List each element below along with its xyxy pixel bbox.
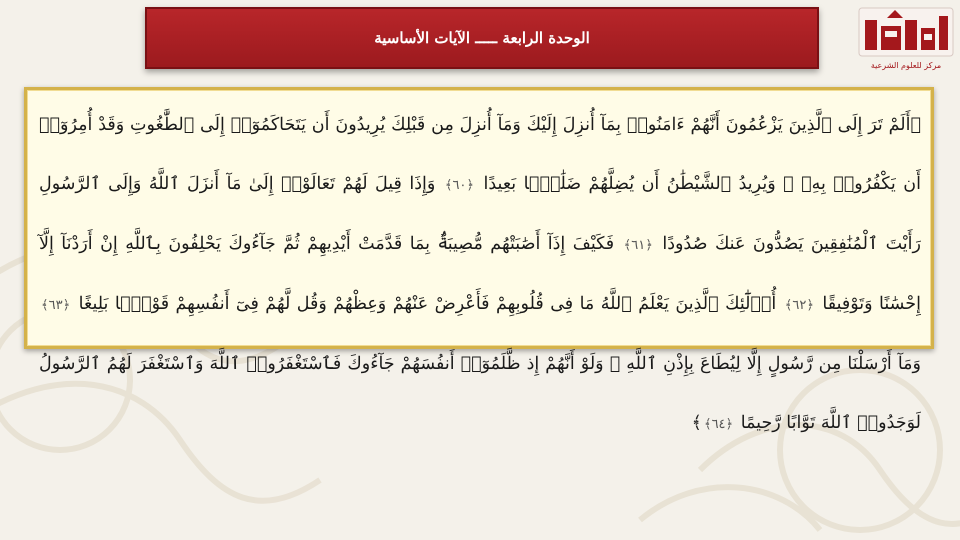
verses-text — [39, 96, 921, 454]
verse-number-62: ﴿٦٢﴾ — [784, 298, 814, 313]
verse-61: وَإِذَا قِيلَ لَهُمْ تَعَالَوْا۟ إِلَىٰ مَآ أَنزَلَ ٱللَّهُ وَإِلَى ٱلرَّسُولِ رَأَيْتَ ٱلْمُنَٰفِقِينَ يَصُدُّونَ عَنكَ صُدُودًا — [39, 174, 921, 254]
page-title: الوحدة الرابعة ـــــ الآيات الأساسية — [374, 29, 590, 47]
logo-mark-icon — [857, 4, 955, 60]
verse-number-64: ﴿٦٤﴾ — [703, 417, 734, 432]
verses-panel — [24, 87, 934, 433]
verse-62: فَكَيْفَ إِذَآ أَصَٰبَتْهُم مُّصِيبَةٌۢ بِمَا قَدَّمَتْ أَيْدِيهِمْ ثُمَّ جَآءُوكَ يَحْلِفُونَ بِٱللَّهِ إِنْ أَرَدْنَآ إِلَّآ إِحْسَٰنًا وَتَوْفِيقًا — [39, 234, 921, 314]
verse-63: أُو۟لَٰٓئِكَ ٱلَّذِينَ يَعْلَمُ ٱللَّهُ مَا فِى قُلُوبِهِمْ فَأَعْرِضْ عَنْهُمْ وَعِظْهُمْ وَقُل لَّهُمْ فِىٓ أَنفُسِهِمْ قَوْلًۢا بَلِيغًا — [78, 294, 777, 314]
verse-60: أَلَمْ تَرَ إِلَى ٱلَّذِينَ يَزْعُمُونَ أَنَّهُمْ ءَامَنُوا۟ بِمَآ أُنزِلَ إِلَيْكَ وَمَآ أُنزِلَ مِن قَبْلِكَ يُرِيدُونَ أَن يَتَحَاكَمُوٓا۟ إِلَى ٱلطَّٰغُوتِ وَقَدْ أُمِرُوٓا۟ أَن يَكْفُرُوا۟ بِهِۦ ۖ وَيُرِيدُ ٱلشَّيْطَٰنُ أَن يُضِلَّهُمْ ضَلَٰلًۢا بَعِيدًا — [39, 115, 921, 194]
open-bracket: ﴿ — [910, 115, 921, 135]
verse-number-60: ﴿٦٠﴾ — [444, 178, 475, 193]
brand-logo — [857, 4, 955, 80]
unit-title-banner — [145, 7, 819, 69]
verse-number-63: ﴿٦٣﴾ — [41, 298, 71, 313]
verse-64: وَمَآ أَرْسَلْنَا مِن رَّسُولٍ إِلَّا لِيُطَاعَ بِإِذْنِ ٱللَّهِ ۚ وَلَوْ أَنَّهُمْ إِذ ظَّلَمُوٓا۟ أَنفُسَهُمْ جَآءُوكَ فَٱسْتَغْفَرُوا۟ ٱللَّهَ وَٱسْتَغْفَرَ لَهُمُ ٱلرَّسُولُ لَوَجَدُوا۟ ٱللَّهَ تَوَّابًا رَّحِيمًا — [39, 354, 921, 433]
close-bracket: ﴾ — [691, 413, 702, 433]
logo-subtitle: مركز للعلوم الشرعية — [870, 61, 942, 70]
verse-number-61: ﴿٦١﴾ — [623, 238, 653, 253]
